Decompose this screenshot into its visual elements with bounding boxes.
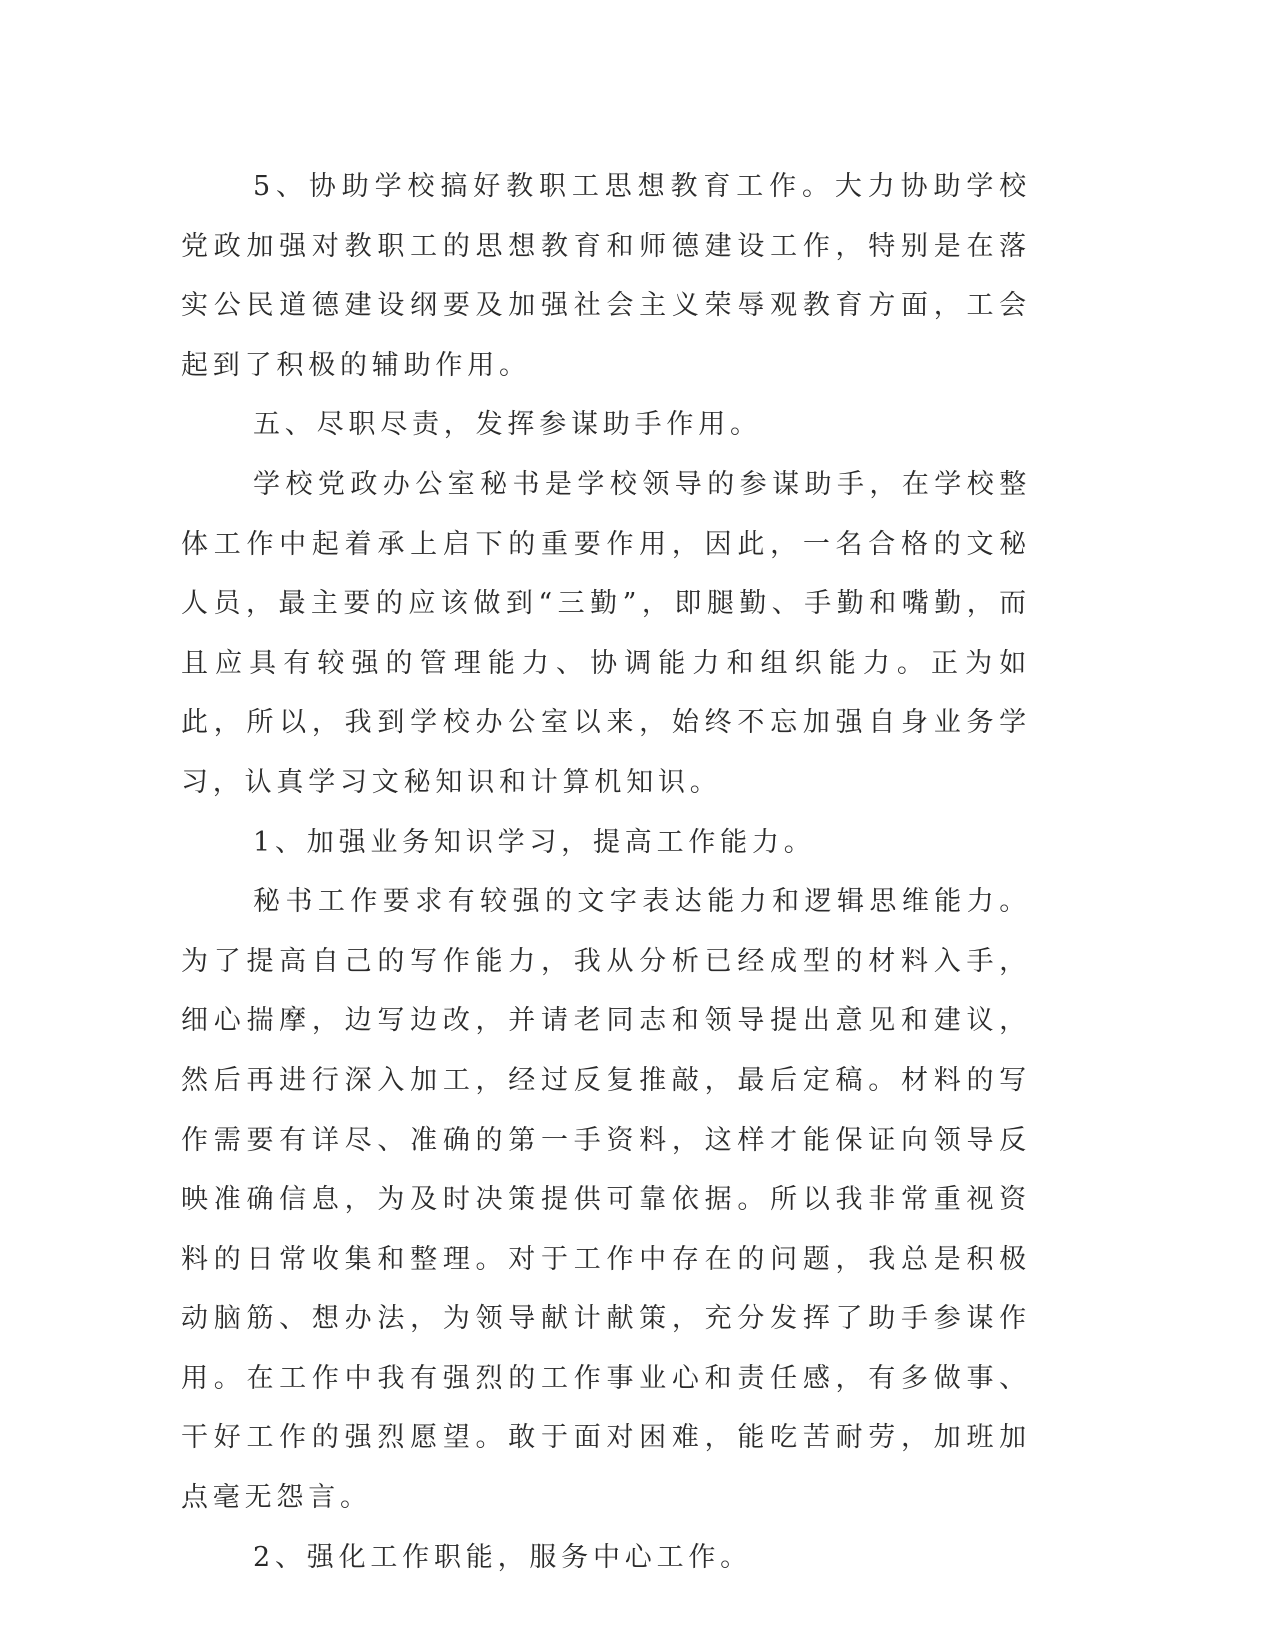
subheading-1-learning: 1、加强业务知识学习，提高工作能力。 [253, 826, 816, 858]
paragraph-item-5-ideology: 5、协助学校搞好教职工思想教育工作。大力协助学校党政加强对教职工的思想教育和师德建设工作，特别是在落实公民道德建设纲要及加强社会主义荣辱观教育方面，工会起到了积极的辅助作用。 [181, 171, 1031, 381]
paragraph-writing-ability: 秘书工作要求有较强的文字表达能力和逻辑思维能力。为了提高自己的写作能力，我从分析已经成型的材料入手，细心揣摩，边写边改，并请老同志和领导提出意见和建议，然后再进行深入加工，经过反复推敲，最后定稿。材料的写作需要有详尽、准确的第一手资料，这样才能保证向领导反映准确信息，为及时决策提供可靠依据。所以我非常重视资料的日常收集和整理。对于工作中存在的问题，我总是积极动脑筋、想办法，为领导献计献策，充分发挥了助手参谋作用。在工作中我有强烈的工作事业心和责任感，有多做事、干好工作的强烈愿望。敢于面对困难，能吃苦耐劳，加班加点毫无怨言。 [181, 886, 1031, 1514]
section-heading-five: 五、尽职尽责，发挥参谋助手作用。 [253, 409, 762, 441]
subheading-2-functions: 2、强化工作职能，服务中心工作。 [253, 1541, 752, 1573]
document-body [181, 157, 1031, 1587]
paragraph-secretary-role: 学校党政办公室秘书是学校领导的参谋助手，在学校整体工作中起着承上启下的重要作用，因此，一名合格的文秘人员，最主要的应该做到“三勤”，即腿勤、手勤和嘴勤，而且应具有较强的管理能力、协调能力和组织能力。正为如此，所以，我到学校办公室以来，始终不忘加强自身业务学习，认真学习文秘知识和计算机知识。 [181, 468, 1031, 798]
